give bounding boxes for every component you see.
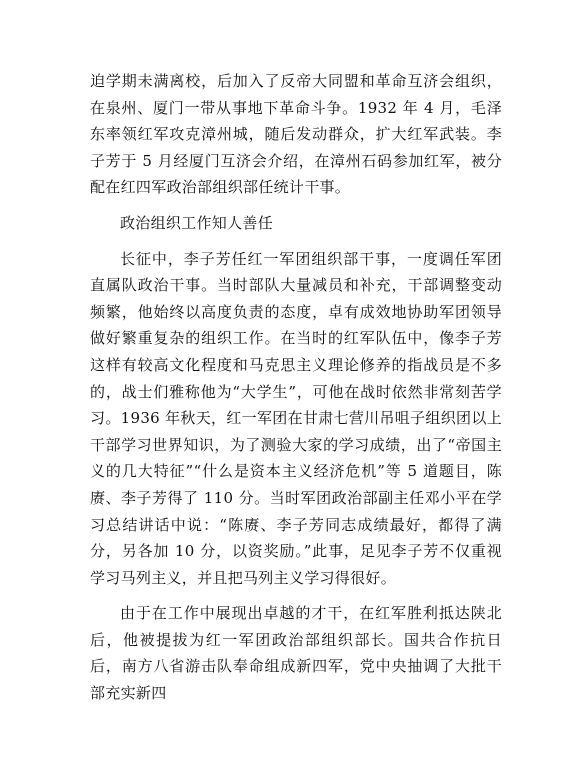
section-heading: 政治组织工作知人善任 bbox=[120, 213, 274, 232]
paragraph-2: 长征中，李子芳任红一军团组织部干事，一度调任军团直属队政治干事。当时部队大量减员和补充，干部调整变动频繁，他始终以高度负责的态度，卓有成效地协助军团领导做好繁重复杂的组织工作。在当时的红军队伍中，像李子芳这样有较高文化程度和马克思主义理论修养的指战员是不多的，战士们雅称他为“大学生”，可他在战时依然非常刻苦学习。1936 年秋天，红一军团在甘肃七营川吊咀子组织团以上干部学习世界知识，为了测验大家的学习成绩，出了“帝国主义的几大特征”“什么是资本主义经济危机”等 5 道题目，陈赓、李子芳得了 110 分。当时军团政治部副主任邓小平在学习总结讲话中说：“陈赓、李子芳同志成绩最好，都得了满分，另各加 10 分，以资奖励。”此事，足见李子芳不仅重视学习马列主义，并且把马列主义学习得很好。 bbox=[90, 249, 502, 587]
document-body bbox=[90, 68, 502, 716]
paragraph-1: 迫学期未满离校，后加入了反帝大同盟和革命互济会组织，在泉州、厦门一带从事地下革命斗争。1932 年 4 月，毛泽东率领红军攻克漳州城，随后发动群众，扩大红军武装。李子芳于 5 月经厦门互济会介绍，在漳州石码参加红军，被分配在红四军政治部组织部任统计干事。 bbox=[90, 72, 502, 197]
paragraph-3: 由于在工作中展现出卓越的才干，在红军胜利抵达陕北后，他被提拔为红一军团政治部组织部长。国共合作抗日后，南方八省游击队奉命组成新四军，党中央抽调了大批干部充实新四 bbox=[90, 604, 502, 703]
